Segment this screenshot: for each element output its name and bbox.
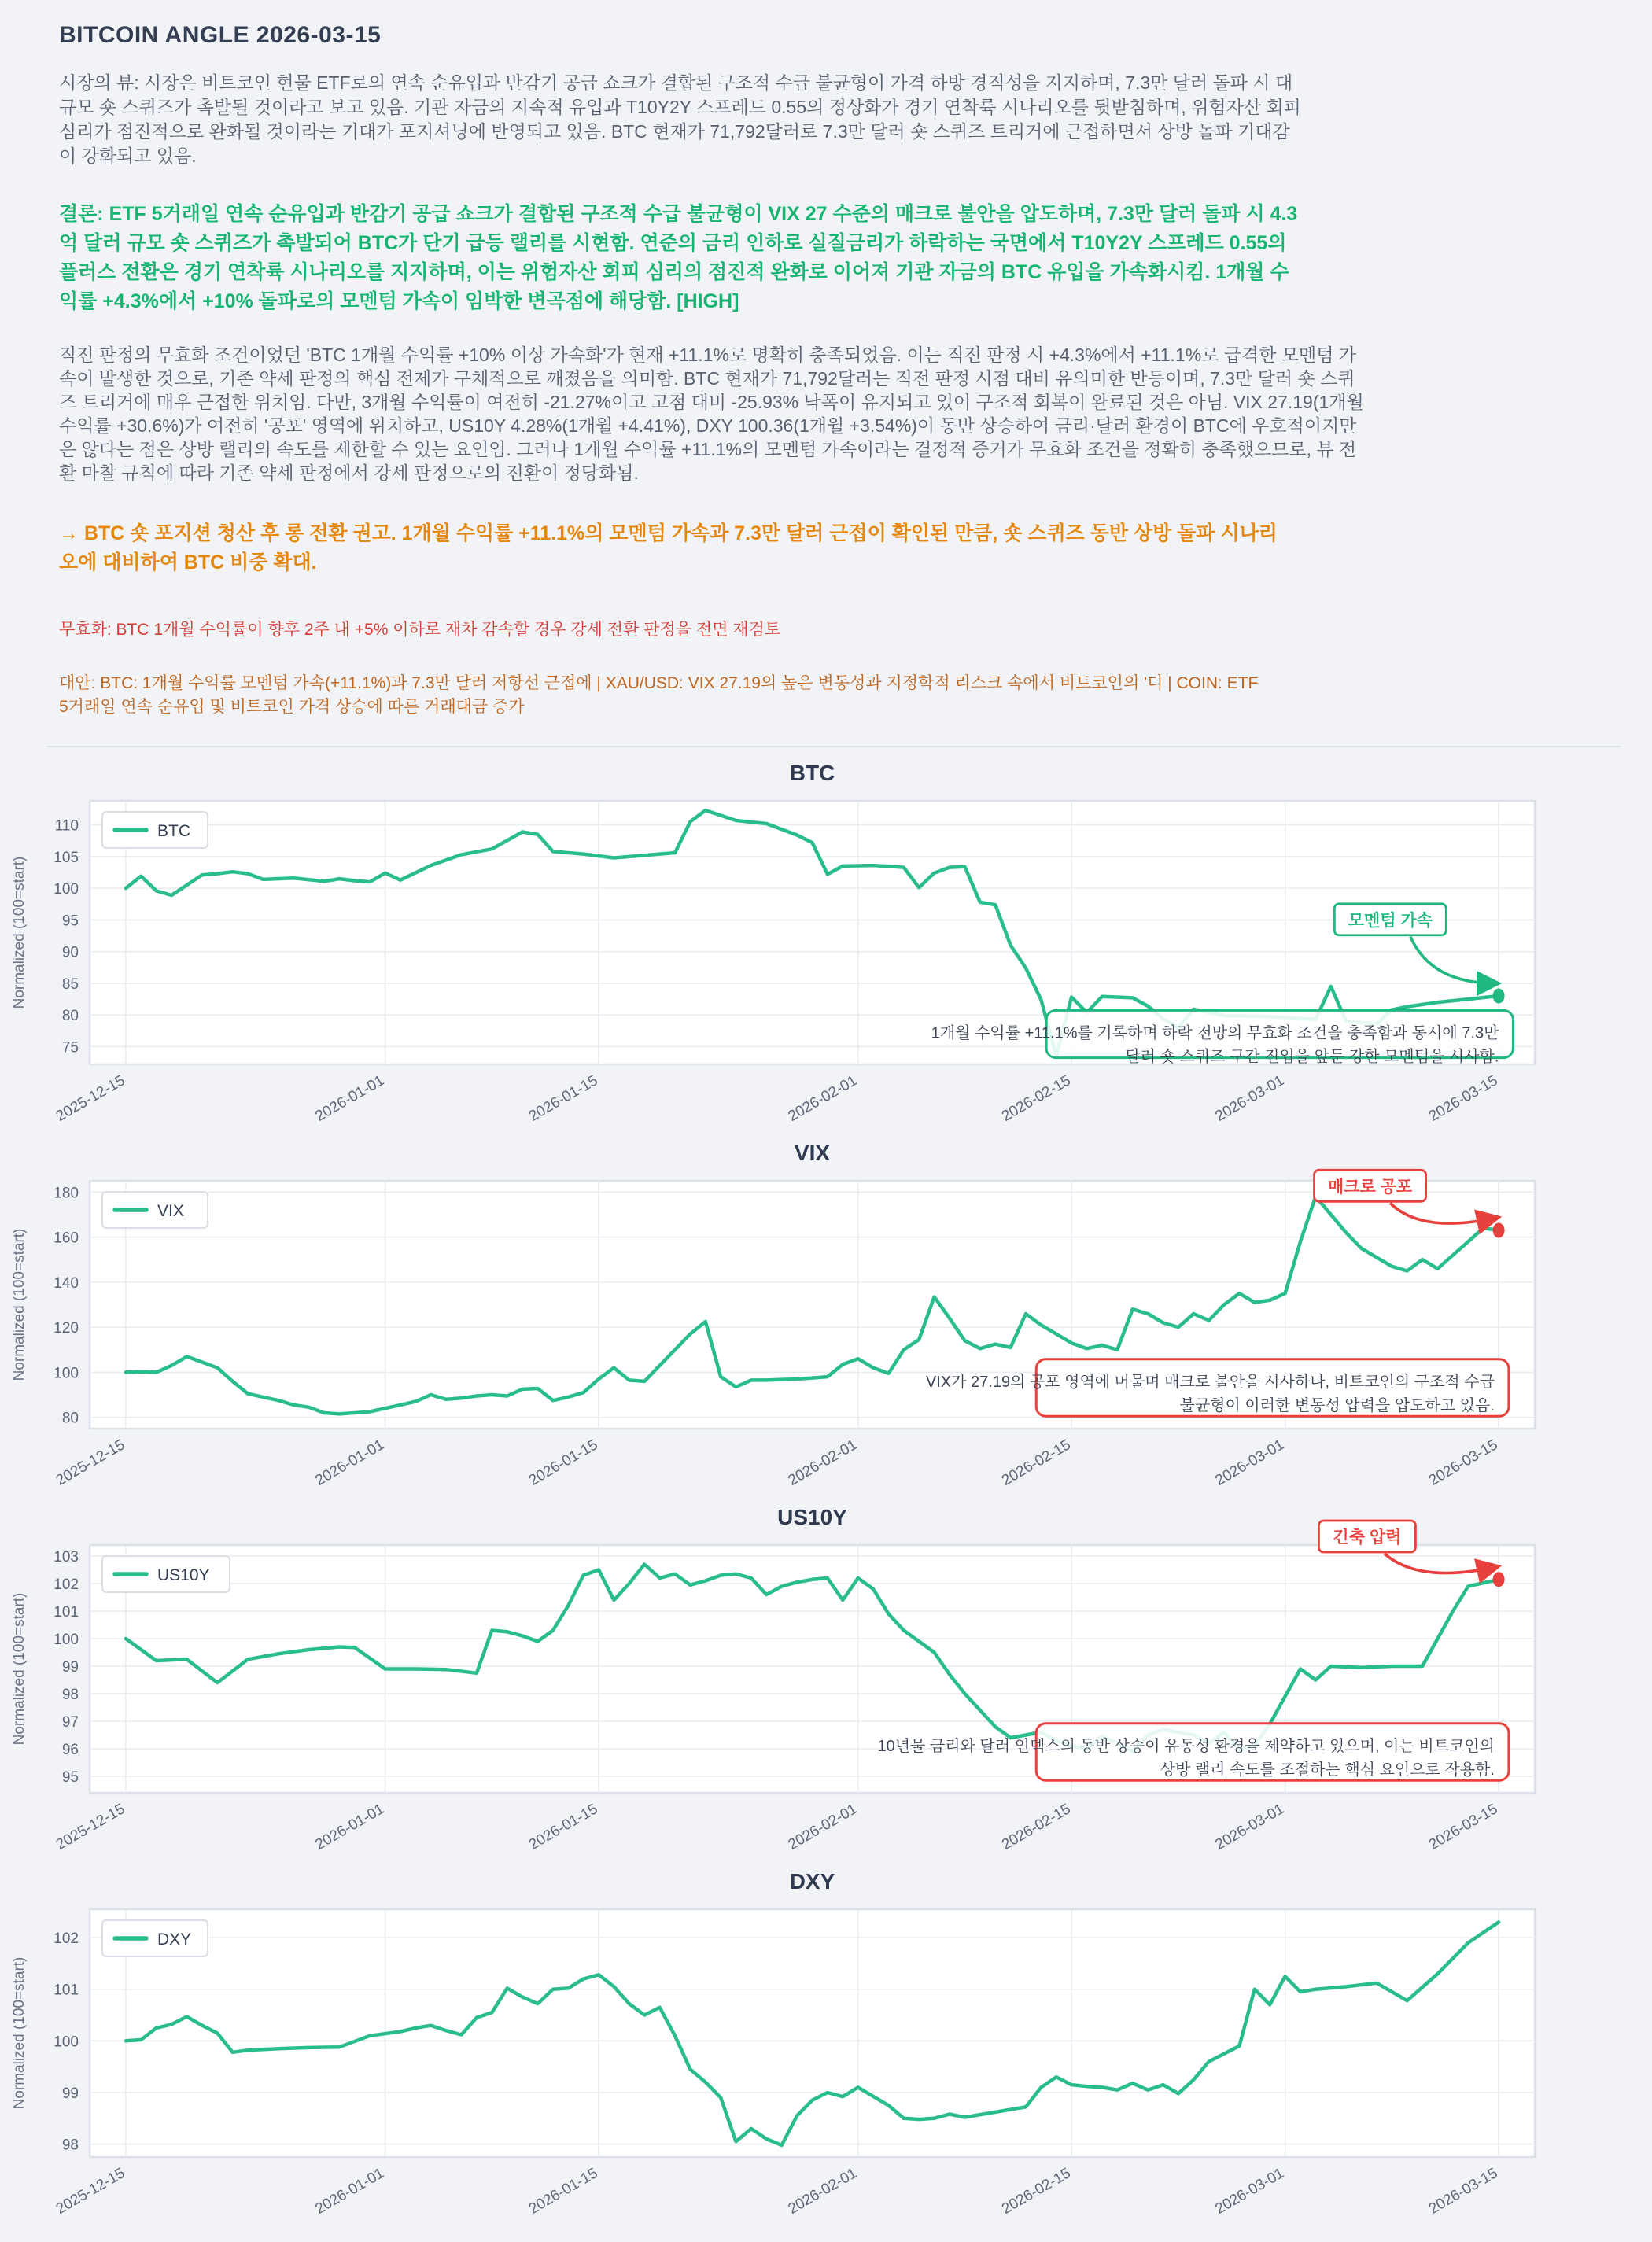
annotation-note-line: 1개월 수익률 +11.1%를 기록하며 하락 전망의 무효화 조건을 충족함과 동시에 7.3만 (931, 1024, 1499, 1042)
conclusion-paragraph: 결론: ETF 5거래일 연속 순유입과 반감기 공급 쇼크가 결합된 구조적 수급 불균형이 VIX 27 수준의 매크로 불안을 압도하며, 7.3만 달러 돌파 시 4.3억 달러 규모 숏 스퀴즈가 촉발되어 BTC가 단기 급등 랠리를 시현함. 연준의 금리 인하로 실질금리가 하락하는 국면에서 T10Y2Y 스프레드 0.55의 플러스 전환은 경기 연착륙 시나리오를 지지하며, 이는 위험자산 회피 심리의 점진적 완화로 이어져 기관 자금의 BTC 유입을 가속화시킴. 1개월 수익률 +4.3%에서 +10% 돌파로의 모멘텀 가속이 임박한 변곡점에 해당함. [HIGH] (59, 203, 1298, 312)
y-tick-label: 95 (61, 1769, 79, 1786)
x-tick-label: 2026-03-15 (1425, 1436, 1501, 1489)
x-tick-label: 2026-02-15 (998, 2165, 1074, 2218)
y-tick-label: 80 (61, 1008, 79, 1025)
section-divider (47, 746, 1621, 747)
recommendation-paragraph: → BTC 숏 포지션 청산 후 롱 전환 권고. 1개월 수익률 +11.1%의 모멘텀 가속과 7.3만 달러 근접이 확인된 만큼, 숏 스퀴즈 동반 상방 돌파 시나리오에 대비하여 BTC 비중 확대. (59, 522, 1278, 573)
x-tick-label: 2026-03-15 (1425, 1072, 1501, 1125)
last-point-dot (1493, 1223, 1505, 1238)
legend-label: DXY (157, 1930, 192, 1949)
y-tick-label: 85 (61, 975, 79, 993)
y-tick-label: 100 (53, 1632, 79, 1648)
chart-title: US10Y (777, 1505, 847, 1529)
y-tick-label: 102 (53, 1576, 79, 1593)
x-tick-label: 2026-03-15 (1425, 1801, 1501, 1853)
legend-label: US10Y (157, 1566, 210, 1584)
last-point-dot (1493, 1572, 1505, 1587)
y-tick-label: 96 (61, 1742, 79, 1758)
y-tick-label: 98 (61, 1687, 79, 1703)
annotation-label: 모멘텀 가속 (1348, 911, 1433, 930)
x-tick-label: 2026-03-01 (1212, 2165, 1288, 2218)
x-tick-label: 2026-01-01 (312, 1801, 388, 1853)
y-tick-label: 140 (53, 1274, 79, 1292)
y-tick-label: 99 (61, 1659, 79, 1676)
y-axis-label: Normalized (100=start) (11, 1956, 28, 2110)
x-tick-label: 2026-01-15 (525, 1072, 601, 1125)
y-axis-label: Normalized (100=start) (11, 856, 28, 1009)
last-point-dot (1493, 989, 1505, 1004)
x-tick-label: 2026-01-01 (312, 1072, 388, 1125)
chart-title: VIX (794, 1141, 831, 1165)
x-tick-label: 2026-02-15 (998, 1801, 1074, 1853)
legend-label: BTC (157, 822, 190, 840)
x-tick-label: 2026-01-01 (312, 2165, 388, 2218)
btc-chart-card (0, 754, 1652, 1134)
y-tick-label: 75 (61, 1039, 79, 1056)
y-axis-label: Normalized (100=start) (11, 1228, 28, 1381)
y-tick-label: 100 (53, 881, 79, 898)
annotation-note-line: VIX가 27.19의 공포 영역에 머물며 매크로 불안을 시사하나, 비트코인의 구조적 수급 (925, 1373, 1495, 1391)
y-tick-label: 98 (61, 2137, 79, 2154)
vix-chart (0, 1134, 1573, 1498)
chart-title: BTC (789, 761, 835, 785)
annotation-label: 긴축 압력 (1333, 1528, 1402, 1547)
x-tick-label: 2026-01-15 (525, 1801, 601, 1853)
x-tick-label: 2026-02-01 (785, 1436, 861, 1489)
y-tick-label: 105 (53, 849, 79, 866)
y-tick-label: 102 (53, 1930, 79, 1948)
x-tick-label: 2025-12-15 (53, 1072, 128, 1125)
x-tick-label: 2026-01-15 (525, 1436, 601, 1489)
y-axis-label: Normalized (100=start) (11, 1592, 28, 1746)
y-tick-label: 95 (61, 913, 79, 930)
y-tick-label: 180 (53, 1185, 79, 1202)
x-tick-label: 2026-03-01 (1212, 1436, 1288, 1489)
annotation-note-line: 불균형이 이러한 변동성 압력을 압도하고 있음. (1179, 1396, 1495, 1414)
dxy-chart-card (0, 1862, 1652, 2226)
us10y-chart-card (0, 1498, 1652, 1862)
y-tick-label: 99 (61, 2085, 79, 2102)
x-tick-label: 2026-01-01 (312, 1436, 388, 1489)
alternatives-paragraph: 대안: BTC: 1개월 수익률 모멘텀 가속(+11.1%)과 7.3만 달러 저항선 근접에 | XAU/USD: VIX 27.19의 높은 변동성과 지정학적 리스크 속에서 비트코인의 '디 | COIN: ETF 5거래일 연속 순유입 및 비트코인 가격 상승에 따른 거래대금 증가 (59, 674, 1259, 716)
annotation-note-line: 상방 랠리 속도를 조절하는 핵심 요인으로 작용함. (1160, 1761, 1495, 1779)
x-tick-label: 2025-12-15 (53, 1436, 128, 1489)
charts-section (0, 754, 1652, 2226)
x-tick-label: 2026-02-01 (785, 1801, 861, 1853)
y-tick-label: 100 (53, 1365, 79, 1382)
x-tick-label: 2026-03-01 (1212, 1072, 1288, 1125)
btc-chart (0, 754, 1573, 1134)
x-tick-label: 2026-02-15 (998, 1072, 1074, 1125)
y-tick-label: 120 (53, 1320, 79, 1337)
x-tick-label: 2025-12-15 (53, 1801, 128, 1853)
vix-chart-card (0, 1134, 1652, 1498)
us10y-chart (0, 1498, 1573, 1862)
y-tick-label: 80 (61, 1410, 79, 1427)
y-tick-label: 90 (61, 944, 79, 961)
annotation-note-line: 달러 숏 스퀴즈 구간 진입을 앞둔 강한 모멘텀을 시사함. (1125, 1048, 1499, 1066)
x-tick-label: 2026-02-01 (785, 2165, 861, 2218)
legend-label: VIX (157, 1202, 184, 1220)
analysis-paragraph: 직전 판정의 무효화 조건이었던 'BTC 1개월 수익률 +10% 이상 가속화'가 현재 +11.1%로 명확히 충족되었음. 이는 직전 판정 시 +4.3%에서 +11.1%로 급격한 모멘텀 가속이 발생한 것으로, 기존 약세 판정의 핵심 전제가 구체적으로 깨졌음을 의미함. BTC 현재가 71,792달러는 직전 판정 시점 대비 유의미한 반등이며, 7.3만 달러 숏 스퀴즈 트리거에 매우 근접한 위치임. 다만, 3개월 수익률이 여전히 -21.27%이고 고점 대비 -25.93% 낙폭이 유지되고 있어 구조적 회복이 완료된 것은 아님. VIX 27.19(1개월 수익률 +30.6%)가 여전히 '공포' 영역에 위치하고, US10Y 4.28%(1개월 +4.41%), DXY 100.36(1개월 +3.54%)이 동반 상승하여 금리·달러 환경이 BTC에 우호적이지만은 않다는 점은 상방 랠리의 속도를 제한할 수 있는 요인임. 그러나 1개월 수익률 +11.1%의 모멘텀 가속이라는 결정적 증거가 무효화 조건을 정확히 충족했으므로, 뷰 전환 마찰 규칙에 따라 기존 약세 판정에서 강세 판정으로의 전환이 정당화됨. (59, 345, 1364, 483)
x-tick-label: 2026-02-01 (785, 1072, 861, 1125)
x-tick-label: 2026-03-15 (1425, 2165, 1501, 2218)
x-tick-label: 2026-03-01 (1212, 1801, 1288, 1853)
y-tick-label: 97 (61, 1714, 79, 1731)
x-tick-label: 2026-02-15 (998, 1436, 1074, 1489)
report-header (0, 22, 1652, 719)
chart-title: DXY (789, 1869, 835, 1894)
market-view-paragraph: 시장의 뷰: 시장은 비트코인 현물 ETF로의 연속 순유입과 반감기 공급 쇼크가 결합된 구조적 수급 불균형이 가격 하방 경직성을 지지하며, 7.3만 달러 돌파 시 대규모 숏 스퀴즈가 촉발될 것이라고 보고 있음. 기관 자금의 지속적 유입과 T10Y2Y 스프레드 0.55의 정상화가 경기 연착륙 시나리오를 뒷받침하며, 위험자산 회피 심리가 점진적으로 완화될 것이라는 기대가 포지셔닝에 반영되고 있음. BTC 현재가 71,792달러로 7.3만 달러 숏 스퀴즈 트리거에 근접하면서 상방 돌파 기대감이 강화되고 있음. (59, 72, 1307, 166)
y-tick-label: 100 (53, 2034, 79, 2051)
x-tick-label: 2025-12-15 (53, 2165, 128, 2218)
x-tick-label: 2026-01-15 (525, 2165, 601, 2218)
y-tick-label: 103 (53, 1549, 79, 1565)
y-tick-label: 110 (54, 817, 79, 835)
annotation-note-line: 10년물 금리와 달러 인덱스의 동반 상승이 유동성 환경을 제약하고 있으며, 이는 비트코인의 (877, 1737, 1495, 1755)
page-title: BITCOIN ANGLE 2026-03-15 (59, 22, 382, 48)
invalidation-paragraph: 무효화: BTC 1개월 수익률이 향후 2주 내 +5% 이하로 재차 감속할 경우 강세 전환 판정을 전면 재검토 (59, 621, 781, 639)
y-tick-label: 160 (53, 1230, 79, 1247)
y-tick-label: 101 (53, 1604, 79, 1621)
annotation-label: 매크로 공포 (1327, 1178, 1413, 1197)
dxy-chart (0, 1862, 1573, 2226)
y-tick-label: 101 (53, 1982, 79, 1999)
